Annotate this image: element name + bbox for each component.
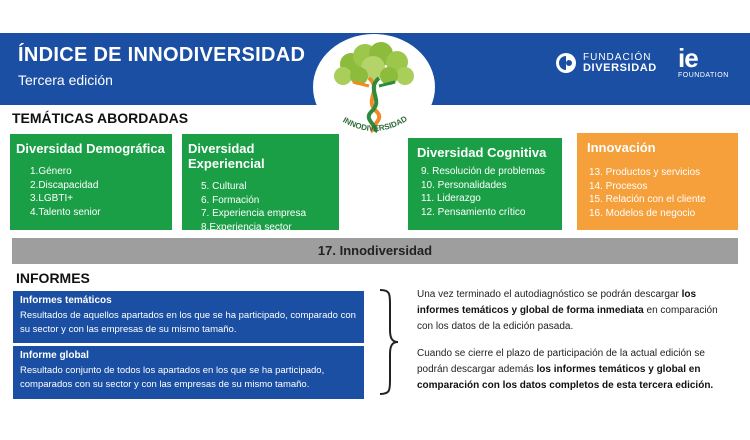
fundacion-label: FUNDACIÓN: [583, 52, 652, 63]
category-title: Diversidad Cognitiva: [417, 145, 547, 160]
list-item: 6. Formación: [201, 194, 260, 206]
category-cognitiva: [408, 138, 562, 230]
category-title: Innovación: [587, 140, 656, 155]
text-segment: Una vez terminado el autodiagnóstico se podrán descargar: [417, 289, 682, 300]
list-item: 2.Discapacidad: [30, 179, 99, 191]
innodiversidad-bar: 17. Innodiversidad: [12, 238, 738, 264]
descarga-final-text: [417, 346, 735, 394]
list-item: 9. Resolución de problemas: [421, 166, 545, 177]
list-item: 3.LGBTI+: [30, 193, 74, 204]
page-title: ÍNDICE DE INNODIVERSIDAD: [18, 44, 306, 66]
descarga-inmediata-text: [417, 287, 735, 335]
informe-global-box: [13, 346, 364, 399]
innodiversidad-logo: [313, 34, 435, 140]
list-item: 13. Productos y servicios: [589, 167, 701, 178]
informe-body: Resultados de aquellos apartados en los que se ha participado, comparado con su sector y con las empresas de su mismo tamaño.: [20, 310, 356, 335]
informe-tematicos-box: [13, 291, 364, 343]
list-item: 16. Modelos de negocio: [589, 207, 696, 219]
category-title: Diversidad Demográfica: [16, 141, 165, 156]
category-title: Diversidad Experiencial: [188, 141, 265, 171]
logo-text: INNODIVERSIDAD: [341, 114, 409, 134]
list-item: 11. Liderazgo: [421, 193, 481, 204]
brace-icon: [376, 288, 402, 396]
list-item: 4.Talento senior: [30, 206, 101, 218]
informe-title: Informe global: [20, 350, 89, 361]
ie-foundation-label: FOUNDATION: [678, 72, 729, 79]
category-innovacion: [577, 133, 738, 230]
diversidad-label: DIVERSIDAD: [583, 62, 657, 74]
list-item: 12. Pensamiento crítico: [421, 206, 526, 218]
informe-body: Resultado conjunto de todos los apartados en los que se ha participado, comparados con su sector y con las empresas de su mismo tamaño.: [20, 365, 325, 390]
list-item: 15. Relación con el cliente: [589, 194, 706, 205]
fundacion-logo-icon: [555, 52, 577, 74]
informes-heading: INFORMES: [16, 270, 90, 286]
text-bold-segment: los informes temáticos y global en comparación con los datos completos de esta tercera edición.: [417, 364, 714, 391]
list-item: 7. Experiencia empresa: [201, 208, 307, 219]
page-subtitle: Tercera edición: [18, 72, 113, 88]
list-item: 1.Género: [30, 166, 72, 177]
text-bold-segment: los informes temáticos y global de forma inmediata: [417, 289, 697, 316]
list-item: 14. Procesos: [589, 180, 648, 192]
category-experiencial: [182, 134, 339, 233]
tree-logo-icon: [313, 34, 435, 140]
ie-foundation-logo: [678, 43, 729, 79]
list-item: 8.Experiencia sector: [201, 221, 292, 233]
ie-mark: ie: [678, 43, 698, 73]
category-demografica: [10, 134, 172, 230]
list-item: 10. Personalidades: [421, 179, 507, 191]
list-item: 5. Cultural: [201, 181, 247, 192]
text-segment: Cuando se cierre el plazo de participación de la actual edición se podrán descargar además: [417, 348, 705, 375]
tematicas-heading: TEMÁTICAS ABORDADAS: [12, 110, 189, 126]
fundacion-diversidad-logo: [555, 52, 657, 74]
informe-title: Informes temáticos: [20, 295, 112, 306]
text-segment: en comparación con los datos de la edición pasada.: [417, 305, 718, 332]
